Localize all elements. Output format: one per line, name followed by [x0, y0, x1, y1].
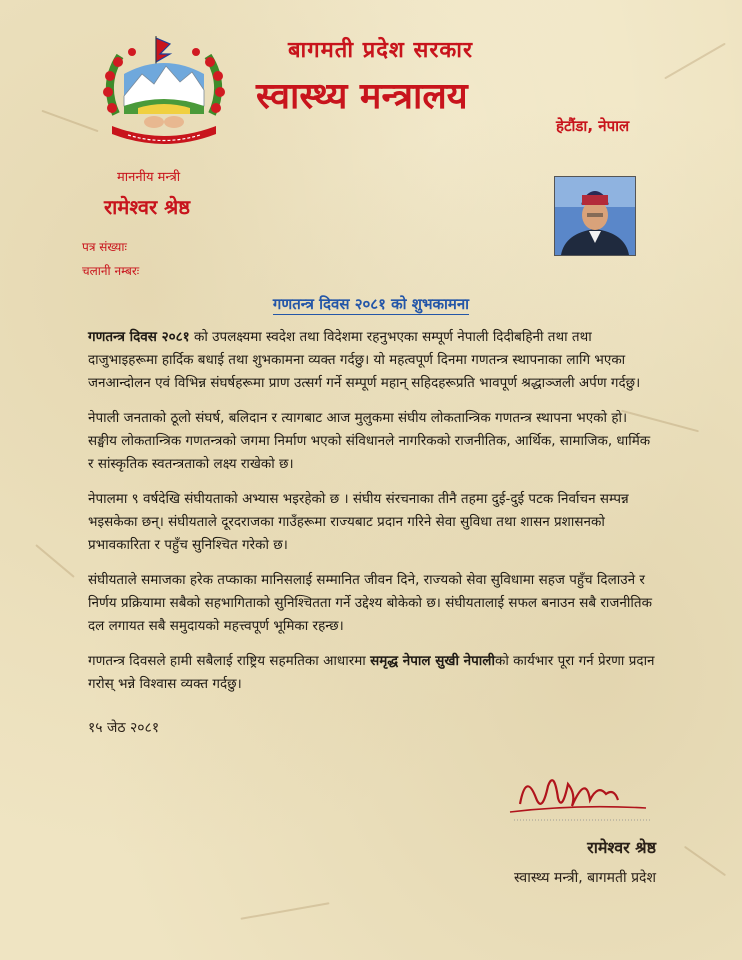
- paper-fiber: [41, 110, 98, 132]
- signature-icon: [506, 764, 656, 824]
- body-paragraph-2: नेपाली जनताको ठूलो संघर्ष, बलिदान र त्यागबाट आज मुलुकमा संघीय लोकतान्त्रिक गणतन्त्र स्थापना भएको हो। सङ्घीय लोकतान्त्रिक गणतन्त्रको जगमा निर्माण भएको संविधानले नागरिकको राजनीतिक, आर्थिक, सामाजिक, धार्मिक र सांस्कृतिक स्वतन्त्रताको लक्ष्य राखेको छ।: [88, 410, 651, 472]
- body-paragraph-5: [88, 650, 658, 696]
- minister-name: रामेश्वर श्रेष्ठ: [104, 195, 191, 219]
- signer-title: स्वास्थ्य मन्त्री, बागमती प्रदेश: [513, 870, 656, 886]
- subject-text: गणतन्त्र दिवस २०८१ को शुभकामना: [272, 295, 470, 313]
- paper-fiber: [241, 902, 330, 920]
- government-name: बागमती प्रदेश सरकार: [288, 38, 473, 63]
- letter-date: १५ जेठ २०८१: [88, 720, 160, 736]
- dispatch-number-label: चलानी नम्बरः: [82, 264, 140, 278]
- body-paragraph-1: [88, 326, 658, 395]
- paper-fiber: [664, 43, 726, 80]
- body-p1-text: को उपलक्ष्यमा स्वदेश तथा विदेशमा रहनुभएका सम्पूर्ण नेपाली दिदीबहिनी तथा तथा दाजुभाइहरूमा हार्दिक बधाई तथा शुभकामना व्यक्त गर्दछु। यो महत्वपूर्ण दिनमा गणतन्त्र स्थापनाका लागि भएका जनआन्दोलन एवं विभिन्न संघर्षहरूमा प्राण उत्सर्ग गर्ने सम्पूर्ण महान् सहिदहरूप्रति भावपूर्ण श्रद्धाञ्जली अर्पण गर्दछु।: [88, 329, 641, 391]
- nepal-emblem-icon: [98, 34, 230, 146]
- body-paragraph-4: संघीयताले समाजका हरेक तप्काका मानिसलाई सम्मानित जीवन दिने, राज्यको सेवा सुविधामा सहज पहुँच दिलाउने र निर्णय प्रक्रियामा सबैको सहभागिताको सुनिश्चितता गर्ने उद्देश्य बोकेको छ। संघीयतालाई सफल बनाउन सबै राजनीतिक दल लगायत सबै समुदायको महत्त्वपूर्ण भूमिका रहन्छ।: [88, 572, 652, 634]
- body-p5-end: को कार्यभार पूरा गर्न प्रेरणा प्रदान गरोस् भन्ने विश्वास व्यक्त गर्दछु।: [88, 653, 655, 692]
- ministry-name: स्वास्थ्य मन्त्रालय: [256, 76, 468, 117]
- letter-body: [88, 326, 658, 708]
- signer-name: रामेश्वर श्रेष्ठ: [587, 838, 656, 857]
- body-p5-bold: समृद्ध नेपाल सुखी नेपाली: [370, 653, 495, 669]
- body-p1-bold: गणतन्त्र दिवस २०८१: [88, 329, 190, 345]
- minister-title: माननीय मन्त्री: [117, 170, 181, 185]
- paper-fiber: [35, 544, 75, 578]
- minister-photo: [554, 176, 636, 256]
- location: हेटौंडा, नेपाल: [556, 117, 630, 135]
- body-p5-start: गणतन्त्र दिवसले हामी सबैलाई राष्ट्रिय सहमतिका आधारमा: [88, 653, 371, 669]
- body-paragraph-3: नेपालमा ९ वर्षदेखि संघीयताको अभ्यास भइरहेको छ । संघीय संरचनाका तीनै तहमा दुई-दुई पटक निर्वाचन सम्पन्न भइसकेका छन्। संघीयताले दूरदराजका गाउँहरूमा राज्यबाट प्रदान गरिने सेवा सुविधा तथा शासन प्रशासनको प्रभावकारिता र पहुँच सुनिश्चित गरेको छ।: [88, 491, 629, 553]
- paper-fiber: [684, 846, 726, 876]
- letter-number-label: पत्र संख्याः: [82, 240, 127, 254]
- subject-heading: [0, 294, 742, 314]
